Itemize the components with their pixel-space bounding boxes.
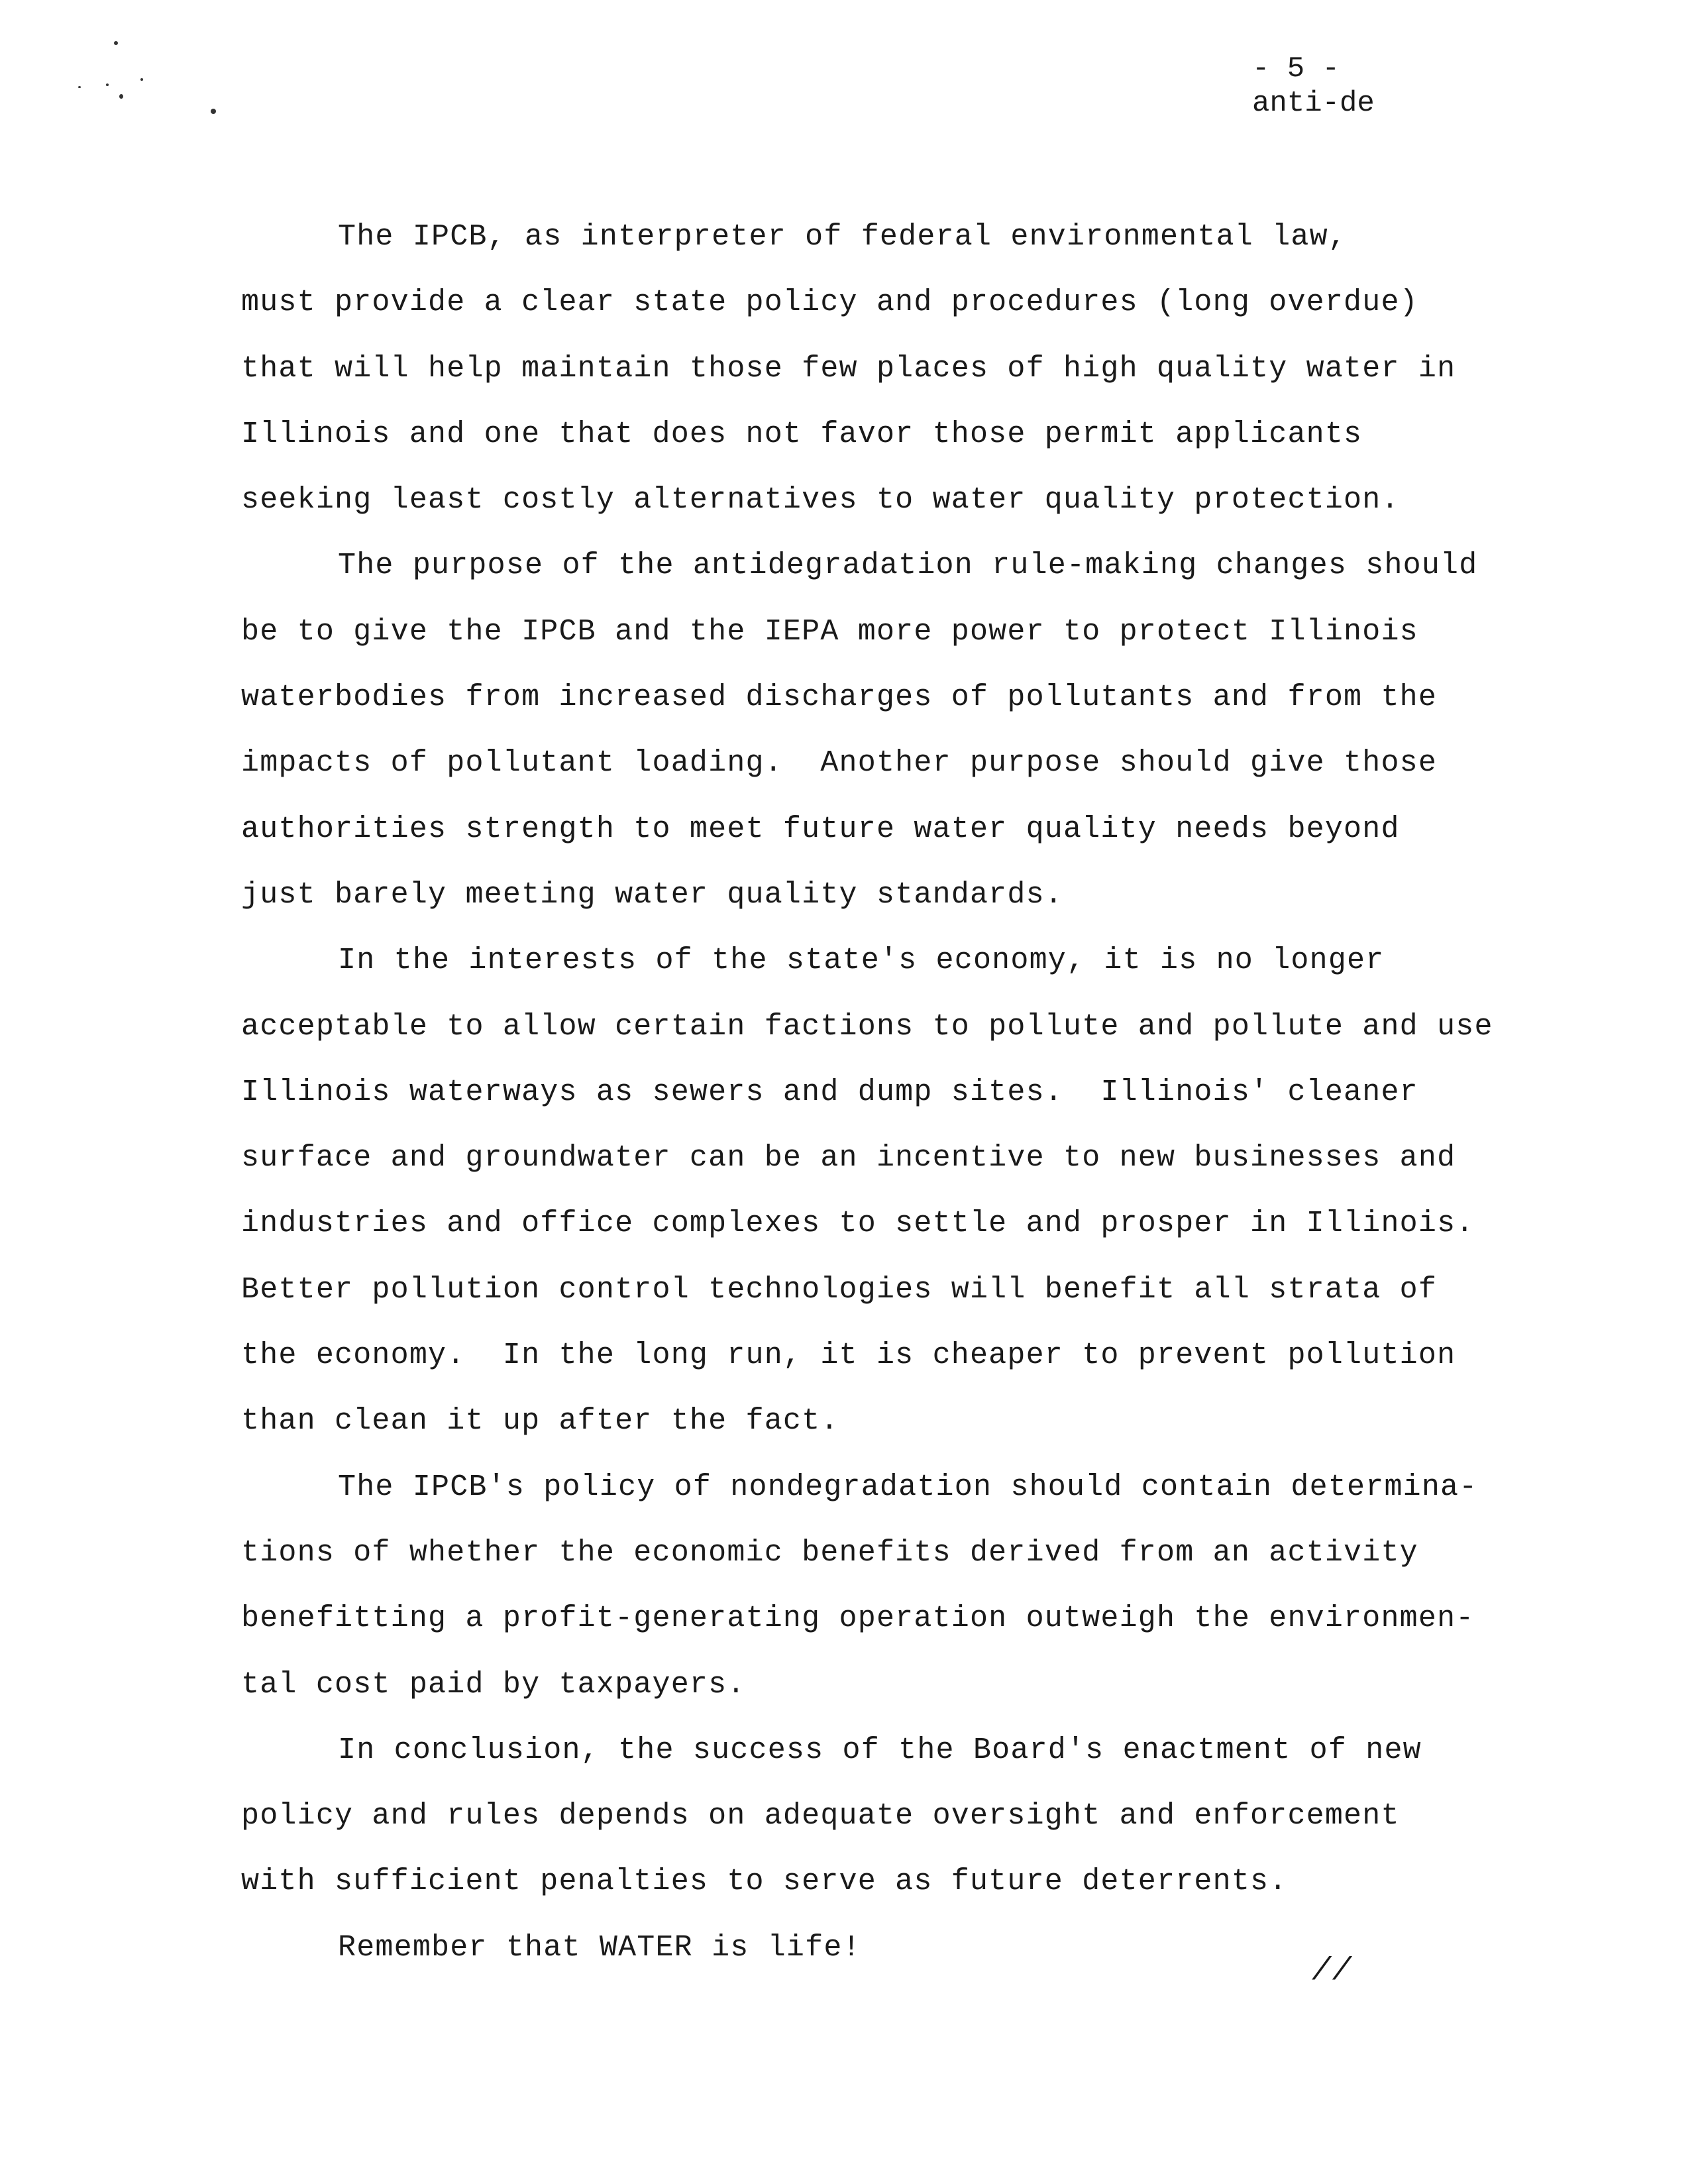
- paragraph-line: impacts of pollutant loading. Another purpose should give those: [241, 746, 1438, 781]
- paragraph-line: policy and rules depends on adequate oversight and enforcement: [241, 1799, 1400, 1833]
- paragraph-line: seeking least costly alternatives to water quality protection.: [241, 483, 1400, 518]
- scan-speck: [106, 83, 109, 86]
- paragraph-line: The IPCB's policy of nondegradation should contain determina-: [338, 1470, 1478, 1504]
- paragraph-line: just barely meeting water quality standards.: [241, 877, 1063, 912]
- scan-speck: [119, 94, 123, 99]
- scan-speck: [140, 78, 143, 81]
- paragraph-line: than clean it up after the fact.: [241, 1404, 839, 1439]
- paragraph-line: The IPCB, as interpreter of federal environmental law,: [338, 220, 1348, 254]
- paragraph-line: waterbodies from increased discharges of pollutants and from the: [241, 681, 1438, 715]
- paragraph-line: acceptable to allow certain factions to pollute and pollute and use: [241, 1009, 1493, 1044]
- paragraph-line: authorities strength to meet future water quality needs beyond: [241, 812, 1400, 846]
- paragraph-line: Illinois and one that does not favor those permit applicants: [241, 417, 1363, 451]
- paragraph-line: benefitting a profit-generating operation outweigh the environmen-: [241, 1602, 1475, 1636]
- end-mark: //: [1312, 1953, 1353, 1989]
- body-text: [241, 204, 1652, 1981]
- paragraph-line: industries and office complexes to settle and prosper in Illinois.: [241, 1207, 1475, 1241]
- paragraph-line: with sufficient penalties to serve as future deterrents.: [241, 1865, 1288, 1899]
- paragraph-line: be to give the IPCB and the IEPA more power to protect Illinois: [241, 614, 1418, 649]
- paragraph-line: Better pollution control technologies will benefit all strata of: [241, 1272, 1438, 1307]
- scan-speck: [114, 41, 118, 45]
- paragraph-line: Illinois waterways as sewers and dump sites. Illinois' cleaner: [241, 1075, 1418, 1109]
- paragraph-line: In conclusion, the success of the Board's enactment of new: [338, 1733, 1422, 1767]
- scan-speck: [211, 109, 216, 114]
- paragraph-line: must provide a clear state policy and procedures (long overdue): [241, 286, 1418, 320]
- page-header: [1252, 52, 1375, 121]
- paragraph-line: In the interests of the state's economy, it is no longer: [338, 944, 1385, 978]
- closing-line: Remember that WATER is life!: [338, 1930, 861, 1965]
- paragraph-line: The purpose of the antidegradation rule-making changes should: [338, 549, 1478, 583]
- paragraph-line: tal cost paid by taxpayers.: [241, 1667, 746, 1702]
- page-number: - 5 -: [1252, 52, 1340, 85]
- paragraph-line: that will help maintain those few places of high quality water in: [241, 351, 1456, 386]
- scan-speck: [78, 86, 81, 88]
- document-reference: anti-de: [1252, 87, 1375, 120]
- paragraph-line: the economy. In the long run, it is cheaper to prevent pollution: [241, 1338, 1456, 1373]
- paragraph-line: tions of whether the economic benefits derived from an activity: [241, 1535, 1418, 1570]
- paragraph-line: surface and groundwater can be an incentive to new businesses and: [241, 1141, 1456, 1175]
